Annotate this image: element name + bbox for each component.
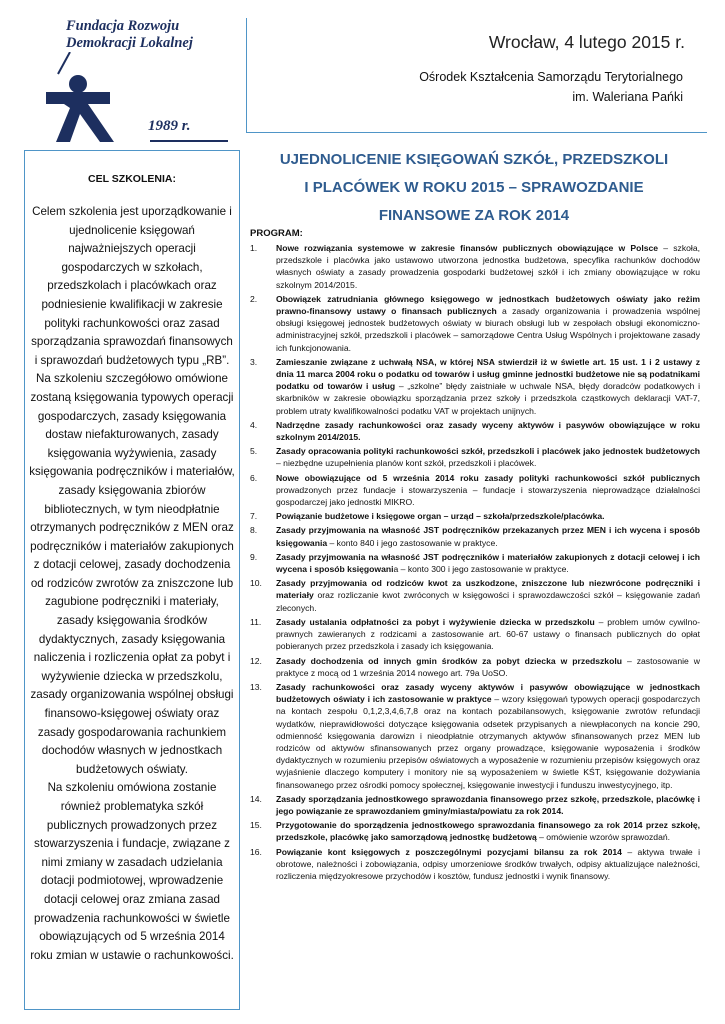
program-item: 2. Obowiązek zatrudniania głównego księgowego w jednostkach budżetowych oświaty jako reżim prawno-finansowy ustawy o finansach publicznych a zasady organizowania i prowadzenia wspólnej obsługi księgowej jednostek budżetowych oświaty w biurach obsługi lub w zespołach obsługi ekonomiczno-administracyjnej szkół, przedszkoli i placówek – samorządowe Centra Usług Wspólnych i projektowane zasady ich funkcjonowania.	[250, 293, 700, 353]
program-item: 15. Przygotowanie do sporządzenia jednostkowego sprawozdania finansowego za rok 2014 przez szkołę, przedszkole, placówkę jako samorządową jednostkę budżetową – omówienie wzorów sprawozdań.	[250, 820, 700, 843]
document-date: Wrocław, 4 lutego 2015 r.	[488, 32, 685, 52]
sidebar-body	[29, 203, 235, 965]
title-line: UJEDNOLICENIE KSIĘGOWAŃ SZKÓŁ, PRZEDSZKOLI	[279, 151, 669, 168]
sidebar-paragraph: Celem szkolenia jest uporządkowanie i ujednolicenie księgowań najważniejszych operacji gospodarczych w szkołach, przedszkolach i placówkach oraz podniesienie kwalifikacji w zakresie polityki rachunkowości oraz zasad sporządzania sprawozdań finansowych i sprawozdań budżetowych typu „RB”.	[31, 205, 233, 367]
title-line: I PLACÓWEK W ROKU 2015 – SPRAWOZDANIE	[304, 179, 644, 196]
title-line: FINANSOWE ZA ROK 2014	[378, 207, 570, 224]
program-label: PROGRAM:	[250, 228, 303, 239]
org-year: 1989 r.	[148, 118, 191, 134]
sidebar-paragraph: Na szkoleniu szczegółowo omówione zostaną księgowania typowych operacji gospodarczych, zasady księgowania dostaw niefakturowanych, zasady księgowania wyżywienia, zasady księgowania podręczników i materiałów, zasady księgowania zbiorów bibliotecznych, w tym nieodpłatnie otrzymanych podręczników z MEN oraz podręczników i materiałów zakupionych z dotacji celowej, zasady dochodzenia od rodziców zwrotów za zniszczone lub zagubione podręczniki i materiały, zasady księgowania środków dydaktycznych, zasady księgowania naliczenia i rozliczenia opłat za pobyt i wyżywienie dziecka w przedszkolu, zasady organizowania wspólnej obsługi finansowo-księgowej oświaty oraz zasady gospodarowania rachunkiem dochodów własnych w jednostkach budżetowych oświaty.	[29, 372, 235, 776]
logo-divider	[150, 140, 228, 142]
document-title	[250, 146, 698, 230]
program-item: 12. Zasady dochodzenia od innych gmin środków za pobyt dziecka w przedszkolu – zastosowanie w praktyce z mocą od 1 września 2014 nowego art. 79a UoSO.	[250, 655, 700, 678]
program-item: 14. Zasady sporządzania jednostkowego sprawozdania finansowego przez szkołę, przedszkole, placówkę i jego powiązanie ze sprawozdaniem gminy/miasta/powiatu za rok 2014.	[250, 793, 700, 816]
program-item: 1. Nowe rozwiązania systemowe w zakresie finansów publicznych obowiązujące w Polsce – szkoła, przedszkole i placówka jako ustawowo utworzona jednostka budżetowa, specyfika rachunków dochodów własnych oświaty a zasady prowadzenia gospodarki budżetowej szkół i ich zmiany obowiązujące w roku szkolnym 2014/2015.	[250, 243, 700, 290]
org-name-line1: Fundacja Rozwoju	[66, 18, 180, 34]
program-item: 13. Zasady rachunkowości oraz zasady wyceny aktywów i pasywów obowiązujące w jednostkach budżetowych oświaty i ich zastosowanie w praktyce – wzory księgowań typowych operacji gospodarczych na kontach zespołu 0,1,2,3,4,6,7,8 oraz na kontach pozabilansowych, księgowanie zwrotów refundacji wydatków, nieprawidłowości dotyczące księgowania odsetek przypisanych a niewpłaconych na koncie 290, odmienność księgowania darowizn i nieodpłatnie otrzymanych aktywów sfinansowanych przez MEN lub rodziców od aktywów sfinansowanych przez organy prowadzące, księgowanie wyposażenia i środków dydaktycznych w rozumieniu przepisów oświatowych a wyposażenie w rozumieniu przepisów księgowych oraz wyjaśnienie dlaczego komputery i monitory nie są wyposażeniem w świetle KŚT, księgowanie dożywiania finansowanego przez ośrodki pomocy społecznej, księgowanie inwestycji i funduszu inwestycyjnego, itp.	[250, 681, 700, 790]
org-name-line2: Demokracji Lokalnej	[66, 35, 193, 51]
institute-patron: im. Waleriana Pańki	[572, 90, 683, 104]
org-name	[66, 18, 193, 52]
program-item: 11. Zasady ustalania odpłatności za pobyt i wyżywienie dziecka w przedszkolu – problem umów cywilno-prawnych zawieranych z rodzicami a zastosowanie art. 60-67 ustawy o finansach publicznych do opłat pobieranych przez przedszkola i zasady ich księgowania.	[250, 616, 701, 652]
training-goal-sidebar	[24, 150, 240, 1010]
program-item: 3. Zamieszanie związane z uchwałą NSA, w której NSA stwierdził iż w świetle art. 15 ust. 1 i 2 ustawy z dnia 11 marca 2004 roku o podatku od towarów i usług gminne jednostki budżetowe nie są podatnikami podatku od towarów i usług – „szkolne” błędy zaistniałe w uchwale NSA, błędy doradców podatkowych i skarbników w zakresie obowiązku sporządzania przez szkoły i przedszkola cząstkowych deklaracji VAT-7, problem utraty kwalifikowalności podatku VAT w projektach unijnych.	[250, 356, 701, 416]
program-item: 10. Zasady przyjmowania od rodziców kwot za uszkodzone, zniszczone lub niezwrócone podręczniki i materiały oraz rozliczanie kwot zwróconych w księgowości i sprawozdawczości szkół – księgowanie zadań zleconych.	[250, 578, 700, 613]
program-item: 9. Zasady przyjmowania na własność JST podręczników i materiałów zakupionych z dotacji celowej i ich wycena i sposób księgowania – konto 300 i jego zastosowanie w praktyce.	[250, 551, 700, 575]
program-item: 5. Zasady opracowania polityki rachunkowości szkół, przedszkoli i placówek jako jednostek budżetowych – niezbędne uzupełnienia planów kont szkół, przedszkoli i placówek.	[250, 446, 700, 469]
program-list	[250, 242, 700, 884]
program-item: 6. Nowe obowiązujące od 5 września 2014 roku zasady polityki rachunkowości szkół publicznych prowadzonych przez fundacje i stowarzyszenia – fundacje i stowarzyszenia nieprowadzące działalności gospodarczej jako jednostki MIKRO.	[250, 472, 700, 508]
program-item: 7. Powiązanie budżetowe i księgowe organ – urząd – szkoła/przedszkole/placówka.	[250, 511, 605, 522]
header-box	[246, 18, 707, 133]
sidebar-paragraph: Na szkoleniu omówiona zostanie również problematyka szkół publicznych prowadzonych przez stowarzyszenia i fundacje, związane z nimi zmiany w zasadach udzielania dotacji podmiotowej, wprowadzenie dotacji celowej oraz zmiana zasad prowadzenia rachunkowości w świetle obowiązujących od 5 września 2014 roku zmian w ustawie o rachunkowości.	[30, 781, 234, 962]
sidebar-heading: CEL SZKOLENIA:	[88, 173, 176, 185]
institute-name: Ośrodek Kształcenia Samorządu Terytorialnego	[419, 70, 683, 84]
program-item: 8. Zasady przyjmowania na własność JST podręczników przekazanych przez MEN i ich wycena i sposób księgowania – konto 840 i jego zastosowanie w praktyce.	[250, 525, 700, 548]
program-item: 16. Powiązanie kont księgowych z poszczególnymi pozycjami bilansu za rok 2014 – aktywa trwałe i obrotowe, należności i zobowiązania, odpisy umorzeniowe środków trwałych, odpisy aktualizujące należności, rozliczenia międzyokresowe przychodów i kosztów, fundusz jednostki i wynik finansowy.	[250, 846, 700, 881]
running-figure-icon	[40, 52, 150, 144]
foundation-logo	[40, 14, 230, 142]
program-item: 4. Nadrzędne zasady rachunkowości oraz zasady wyceny aktywów i pasywów obowiązujące w roku szkolnym 2014/2015.	[250, 419, 700, 443]
